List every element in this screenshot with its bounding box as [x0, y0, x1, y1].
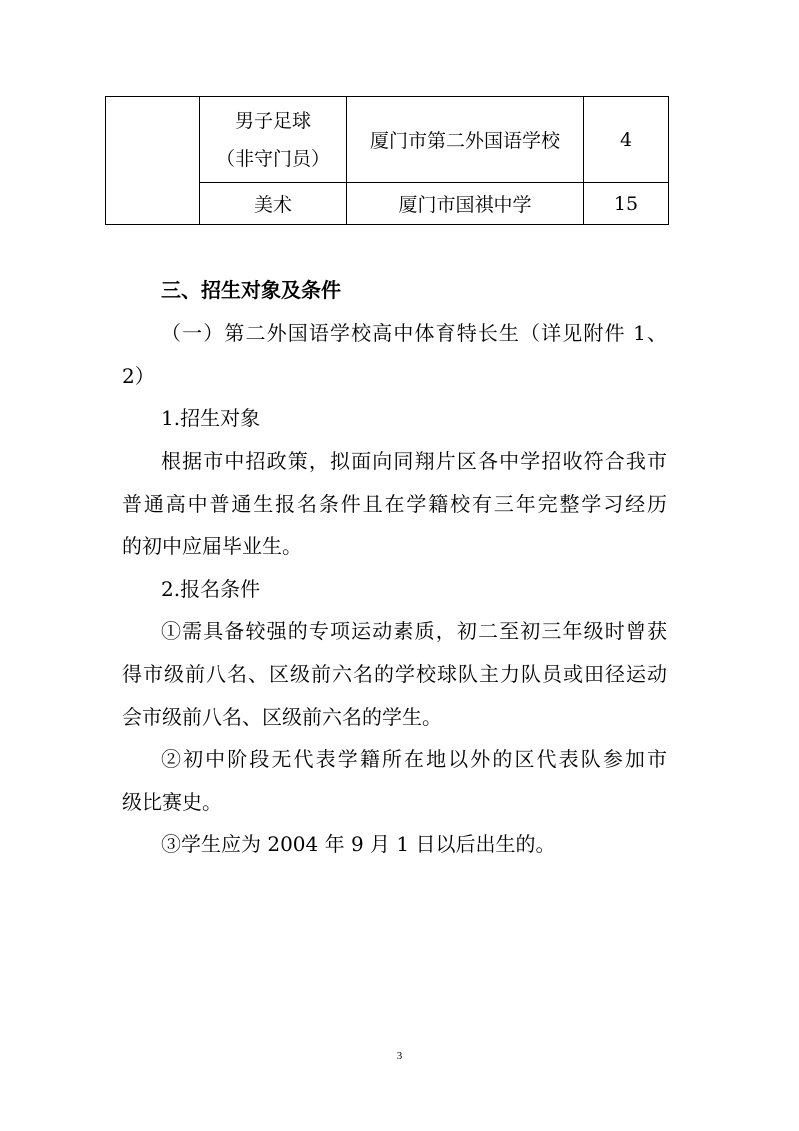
paragraph-line: 级比赛史。	[122, 790, 222, 814]
paragraph-line: ②初中阶段无代表学籍所在地以外的区代表队参加市	[161, 747, 667, 771]
table-row	[106, 97, 669, 183]
paragraph-line: 会市级前八名、区级前六名的学生。	[122, 705, 442, 729]
paragraph-line: ③学生应为 2004 年 9 月 1 日以后出生的。	[161, 832, 556, 856]
count-cell: 15	[584, 183, 669, 225]
item-label: 男子足球	[234, 109, 311, 132]
school-cell: 厦门市第二外国语学校	[347, 97, 584, 183]
item-title: 2.报名条件	[161, 577, 261, 601]
section-heading: 三、招生对象及条件	[161, 278, 341, 302]
paragraph-line: 根据市中招政策，拟面向同翔片区各中学招收符合我市	[161, 449, 667, 473]
paragraph-line: 的初中应届毕业生。	[122, 534, 302, 558]
item-label-note: （非守门员）	[215, 147, 330, 170]
school-cell: 厦门市国祺中学	[347, 183, 584, 225]
paragraph-line: 普通高中普通生报名条件且在学籍校有三年完整学习经历	[122, 492, 667, 516]
paragraph-line: 得市级前八名、区级前六名的学校球队主力队员或田径运动	[122, 662, 667, 686]
paragraph-line: ①需具备较强的专项运动素质，初二至初三年级时曾获	[161, 619, 667, 643]
category-cell	[106, 97, 200, 225]
item-title: 1.招生对象	[161, 406, 261, 430]
page-number: 3	[396, 1050, 403, 1062]
item-cell: 美术	[200, 183, 347, 225]
quota-table	[105, 96, 669, 225]
subsection-title-line2: 2）	[122, 364, 155, 388]
item-cell	[200, 97, 347, 183]
count-cell: 4	[584, 97, 669, 183]
subsection-title-line1: （一）第二外国语学校高中体育特长生（详见附件 1、	[161, 321, 667, 345]
